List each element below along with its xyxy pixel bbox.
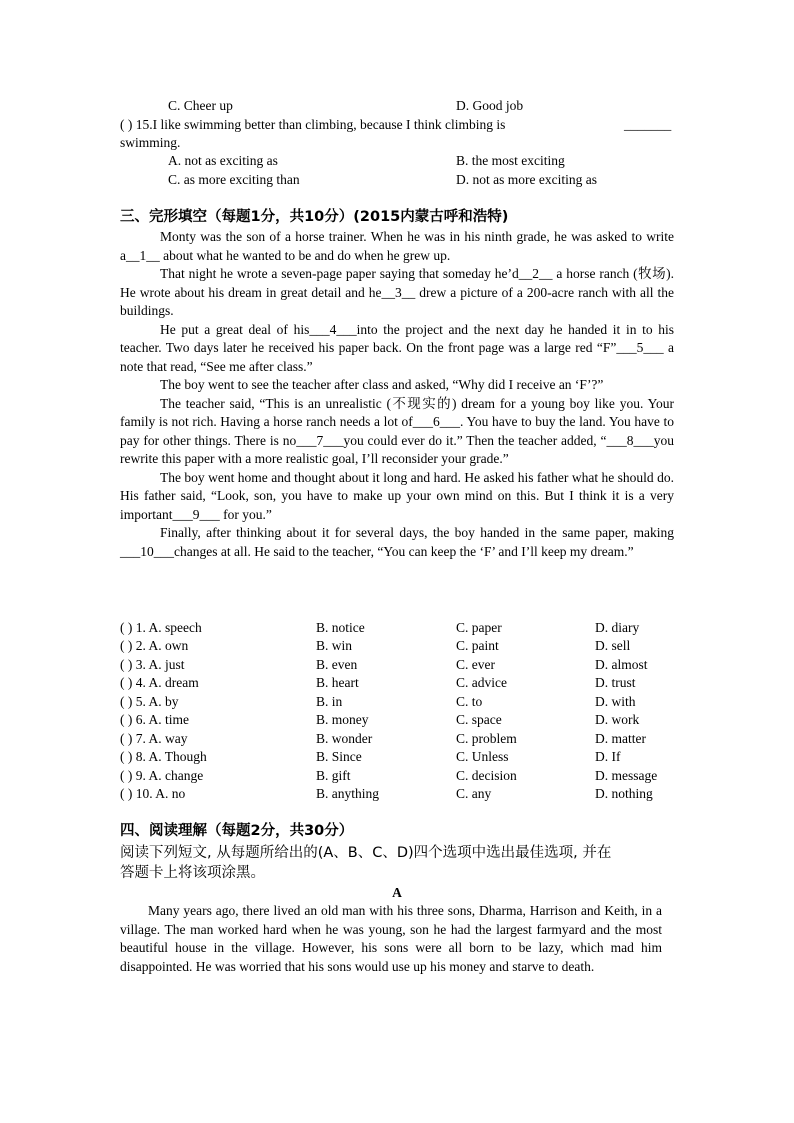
option-d: D. matter [595, 731, 646, 746]
option-a: ( ) 3. A. just [120, 657, 185, 672]
cloze-option-row [120, 711, 680, 729]
q15-option-d: D. not as more exciting as [456, 172, 597, 187]
option-a: ( ) 2. A. own [120, 638, 189, 653]
option-d: D. diary [595, 620, 640, 635]
q15-blank: _______ [624, 117, 672, 132]
cloze-paragraph: Finally, after thinking about it for several days, the boy handed in the same paper, making ___10___changes at all. He said to the teacher, “You can keep the ‘F’ and I’ll keep my dream.” [120, 525, 674, 559]
option-b: B. wonder [316, 731, 373, 746]
section4-instruction-line1: 阅读下列短文, 从每题所给出的(A、B、C、D)四个选项中选出最佳选项, 并在 [120, 845, 612, 861]
option-a: ( ) 10. A. no [120, 786, 186, 801]
cloze-option-row [120, 619, 680, 637]
option-c: C. problem [456, 731, 517, 746]
option-c: C. paint [456, 638, 499, 653]
passage-paragraph: Many years ago, there lived an old man with his three sons, Dharma, Harrison and Keith, in a village. The man worked hard when he was young, son he had the largest farmyard and the most beautiful house in the village. However, his sons were all born to be lazy, which mad him disappointed. He was worried that his sons would use up his money and starve to death. [120, 903, 662, 974]
option-d: D. nothing [595, 786, 653, 801]
q15-option-c: C. as more exciting than [168, 172, 300, 187]
section3-heading: 三、完形填空（每题1分，共10分）(2015内蒙古呼和浩特) [120, 209, 509, 225]
section4-instruction-line2: 答题卡上将该项涂黑。 [120, 865, 265, 881]
option-a: ( ) 1. A. speech [120, 620, 202, 635]
cloze-option-row [120, 693, 680, 711]
q15-option-b: B. the most exciting [456, 153, 565, 168]
option-c: C. ever [456, 657, 495, 672]
q14-option-c: C. Cheer up [168, 98, 233, 113]
cloze-option-row [120, 785, 680, 803]
q15-option-a: A. not as exciting as [168, 153, 278, 168]
option-b: B. gift [316, 768, 351, 783]
cloze-option-row [120, 748, 680, 766]
option-a: ( ) 5. A. by [120, 694, 179, 709]
option-c: C. any [456, 786, 492, 801]
option-a: ( ) 7. A. way [120, 731, 188, 746]
option-b: B. anything [316, 786, 379, 801]
option-c: C. advice [456, 675, 507, 690]
cloze-option-row [120, 637, 680, 655]
option-a: ( ) 9. A. change [120, 768, 204, 783]
option-b: B. in [316, 694, 343, 709]
option-d: D. work [595, 712, 640, 727]
option-a: ( ) 4. A. dream [120, 675, 199, 690]
option-c: C. paper [456, 620, 502, 635]
cloze-paragraph: He put a great deal of his___4___into the project and the next day he handed it in to his teacher. Two days later he received his paper back. On the front page was a large red “F”___5___ a note that read, “See me after class.” [120, 321, 674, 374]
cloze-paragraph: The boy went to see the teacher after class and asked, “Why did I receive an ‘F’?” [160, 377, 604, 392]
reading-passage-a [120, 902, 662, 976]
option-c: C. Unless [456, 749, 509, 764]
option-b: B. Since [316, 749, 362, 764]
q15-stem-continued: swimming. [120, 135, 181, 150]
q15-stem [120, 116, 505, 134]
cloze-passage [120, 228, 674, 561]
cloze-option-row [120, 674, 680, 692]
option-a: ( ) 8. A. Though [120, 749, 207, 764]
option-d: D. message [595, 768, 658, 783]
option-d: D. trust [595, 675, 636, 690]
option-b: B. even [316, 657, 358, 672]
option-b: B. notice [316, 620, 365, 635]
passage-label: A [392, 885, 402, 900]
section4-heading: 四、阅读理解（每题2分，共30分） [120, 823, 354, 839]
option-d: D. If [595, 749, 621, 764]
option-c: C. to [456, 694, 483, 709]
cloze-paragraph: Monty was the son of a horse trainer. When he was in his ninth grade, he was asked to write a__1__ about what he wanted to be and do when he grew up. [120, 229, 674, 263]
option-b: B. heart [316, 675, 359, 690]
cloze-paragraph: The teacher said, “This is an unrealistic (不现实的) dream for a young boy like you. Your family is not rich. Having a horse ranch needs a lot of___6___. You have to buy the land. You have to pay for other things. There is no___7___you could ever do it.” Then the teacher added, “___8___you rewrite this paper with a more realistic goal, I’ll reconsider your grade.” [120, 395, 674, 466]
option-c: C. space [456, 712, 502, 727]
cloze-option-row [120, 730, 680, 748]
option-d: D. with [595, 694, 636, 709]
option-b: B. win [316, 638, 353, 653]
cloze-option-row [120, 656, 680, 674]
cloze-option-row [120, 767, 680, 785]
option-b: B. money [316, 712, 369, 727]
cloze-paragraph: The boy went home and thought about it long and hard. He asked his father what he should do. His father said, “Look, son, you have to make up your own mind on this. But I think it is a very important___9___ for you.” [120, 469, 674, 522]
cloze-paragraph: That night he wrote a seven-page paper saying that someday he’d__2__ a horse ranch (牧场). He wrote about his dream in great detail and he__3__ drew a picture of a 200-acre ranch with all the buildings. [120, 266, 674, 318]
q14-option-d: D. Good job [456, 98, 524, 113]
q15-stem-text: ( ) 15.I like swimming better than climbing, because I think climbing is [120, 117, 506, 132]
option-a: ( ) 6. A. time [120, 712, 189, 727]
option-d: D. almost [595, 657, 648, 672]
option-c: C. decision [456, 768, 517, 783]
option-d: D. sell [595, 638, 631, 653]
